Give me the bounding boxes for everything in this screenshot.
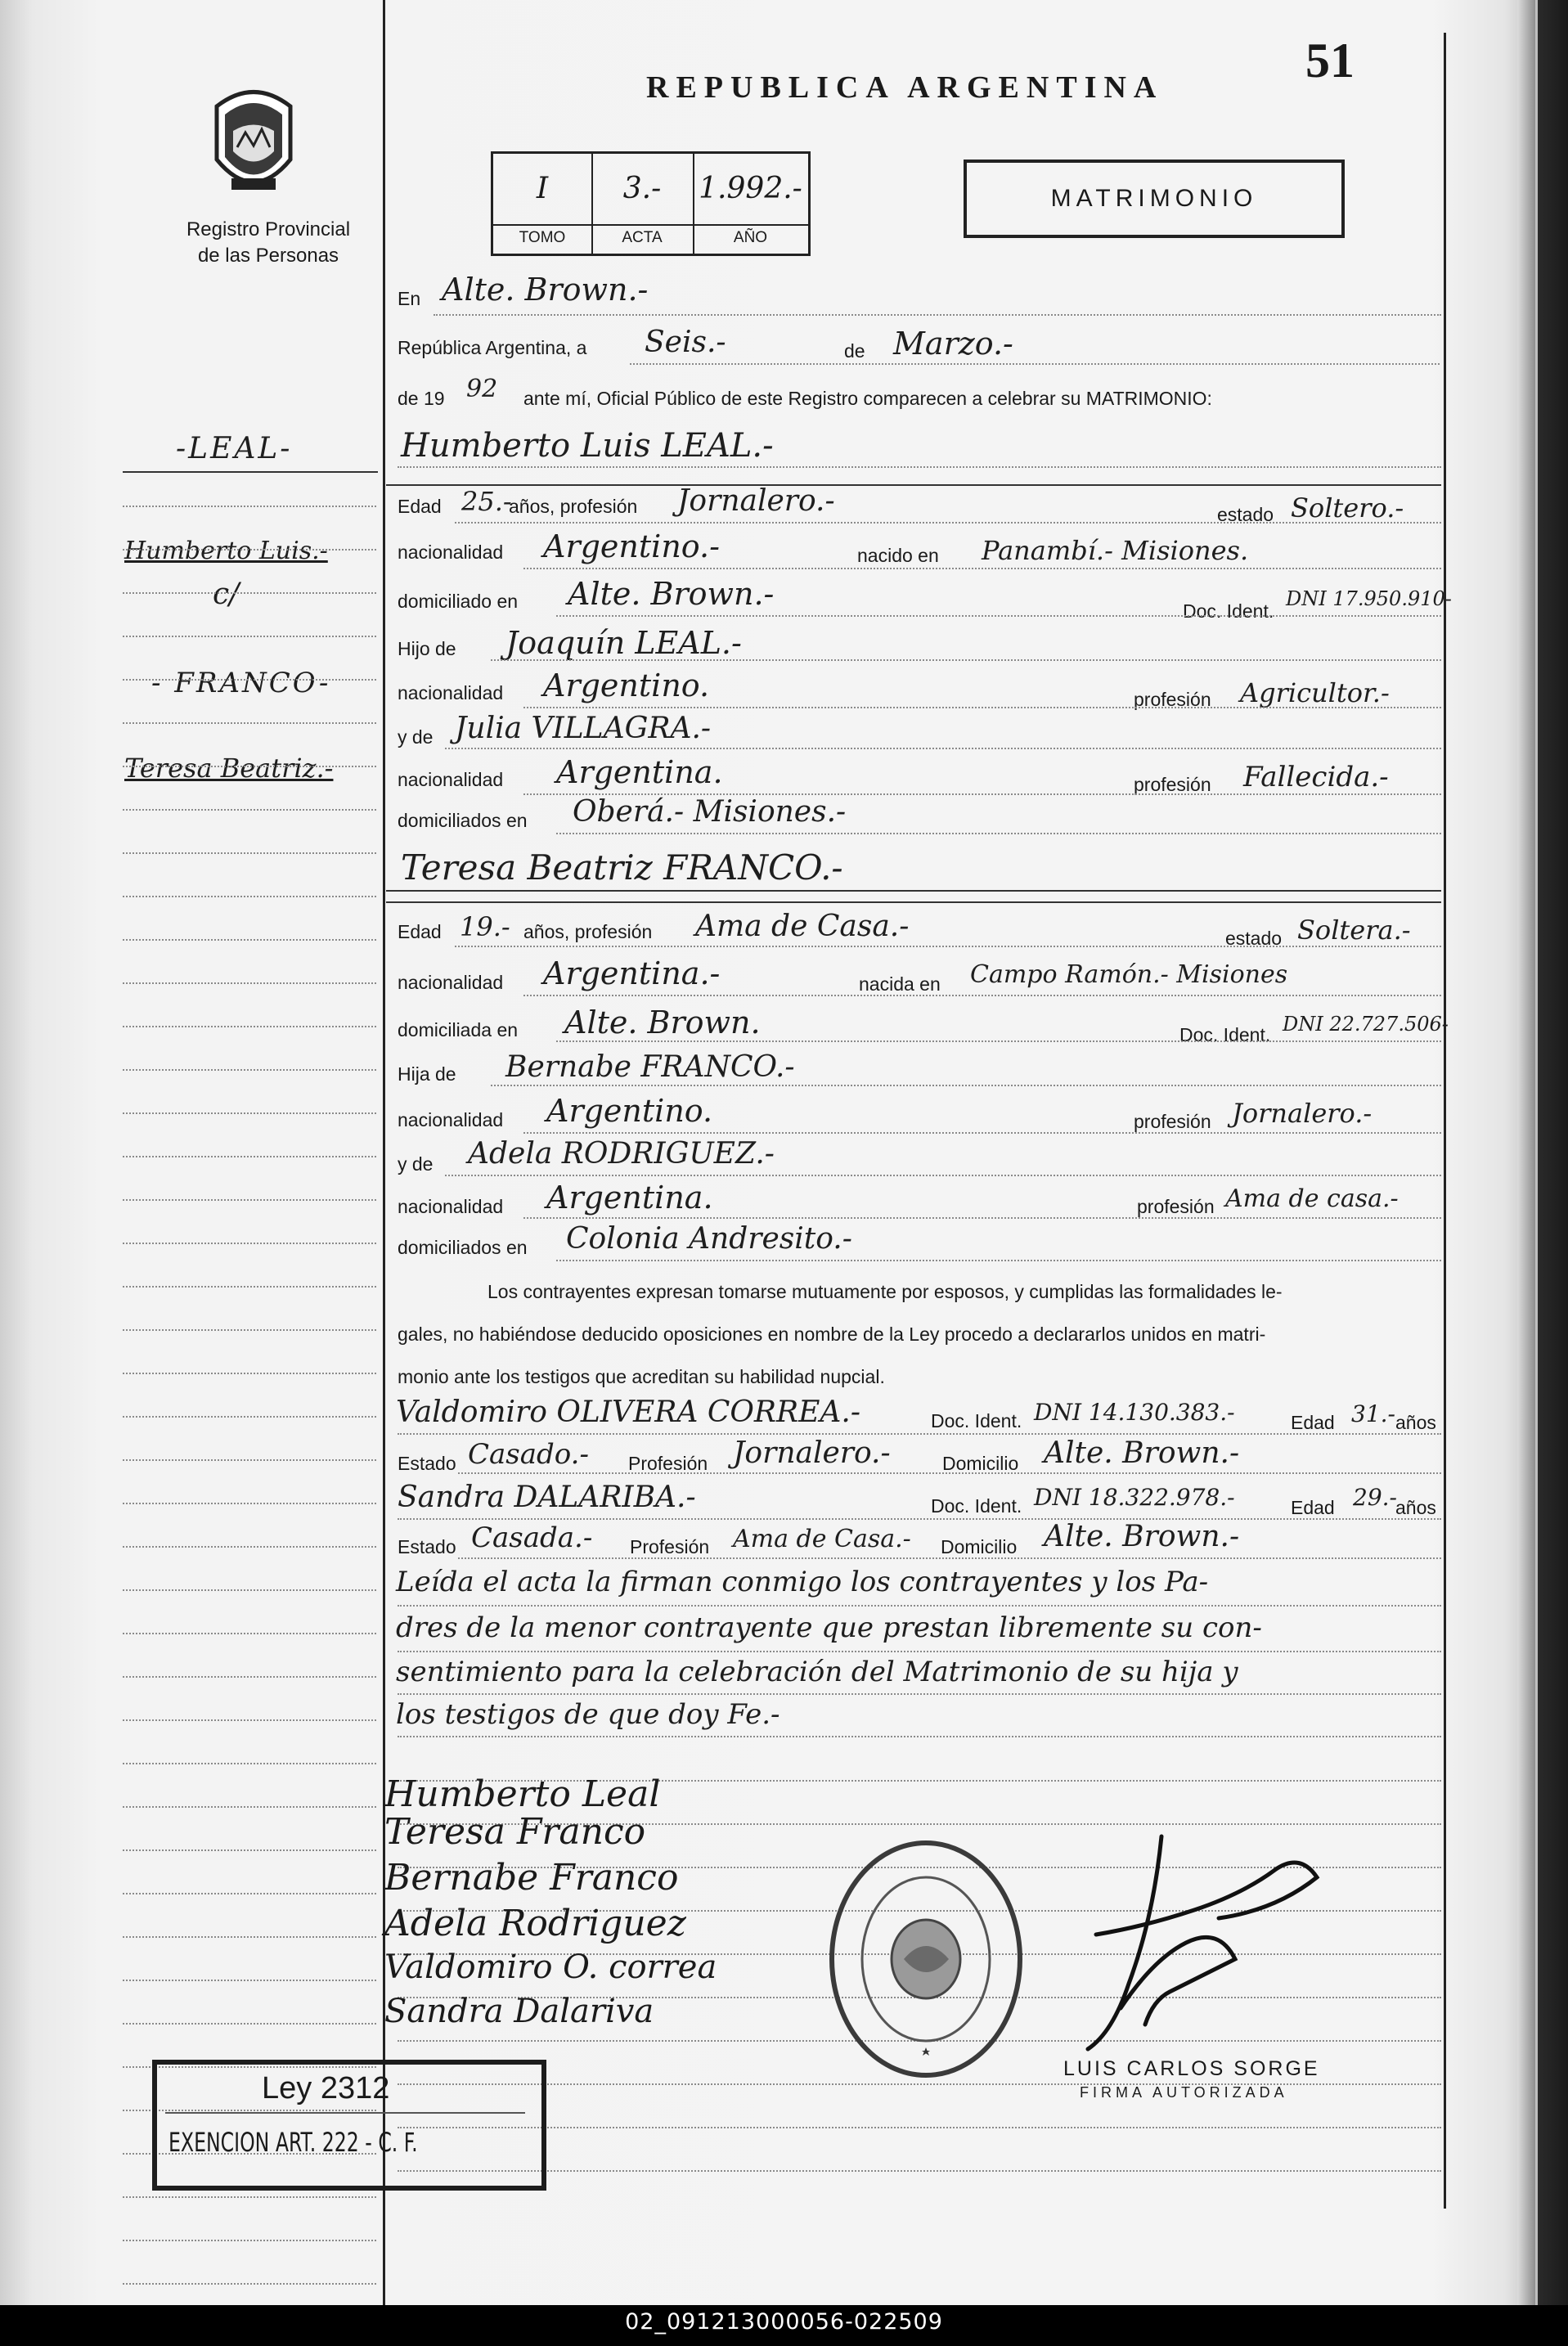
bride-top-rule: [386, 890, 1441, 892]
groom-profession: Jornalero.-: [677, 484, 835, 518]
groom-document: DNI 17.950.910-: [1286, 587, 1452, 610]
margin-guide-line: [123, 549, 376, 551]
label-father-profession: profesión: [1134, 689, 1211, 710]
label-doc-ident: Doc. Ident.: [1183, 600, 1274, 622]
lower-guide-line: [398, 2127, 1441, 2128]
bride-birthplace: Campo Ramón.- Misiones: [970, 960, 1288, 989]
closing-line-3: sentimiento para la celebración del Matrimonio de su hija y: [396, 1656, 1238, 1688]
margin-guide-line: [123, 679, 376, 681]
place-value: Alte. Brown.-: [442, 272, 649, 308]
registry-seal-icon: [826, 1836, 1027, 2082]
groom-nationality: Argentino.-: [543, 528, 720, 564]
groom-name-line: [398, 466, 1441, 468]
label-de: de: [844, 340, 865, 362]
groom-domicile-line: [556, 615, 1441, 617]
margin-guide-line: [123, 1069, 376, 1071]
margin-guide-line: [123, 592, 376, 594]
declaration-line-2: gales, no habiéndose deducido oposiciones en nombre de la Ley procedo a declararlos unidos en matri-: [398, 1324, 1266, 1345]
closing-line-2: dres de la menor contrayente que prestan libremente su con-: [396, 1611, 1262, 1644]
right-margin-rule: [1444, 33, 1446, 2209]
margin-guide-line: [123, 1286, 376, 1288]
groom-mother-nationality: Argentina.: [556, 754, 723, 790]
acta-cell: [591, 154, 694, 254]
officer-name: LUIS CARLOS SORGE: [1063, 2057, 1320, 2080]
label-w2-years: años: [1395, 1497, 1436, 1518]
margin-guide-line: [123, 896, 376, 897]
folio-number: 51: [1305, 34, 1355, 88]
groom-mother-line: [445, 748, 1441, 749]
margin-guide-line: [123, 1329, 376, 1331]
bride-top-rule-2: [386, 901, 1441, 903]
groom-parents-line: [556, 833, 1441, 834]
witness2-document: DNI 18.322.978.-: [1034, 1484, 1235, 1511]
label-domiciled: domiciliado en: [398, 591, 519, 612]
stamp-exemption: EXENCION ART. 222 - C. F.: [168, 2127, 418, 2158]
margin-surname-groom: -LEAL-: [176, 432, 293, 465]
margin-guide-line: [123, 1980, 376, 1981]
label-w2-status: Estado: [398, 1536, 456, 1557]
margin-surname-bride: - FRANCO-: [151, 667, 331, 699]
margin-rule: [123, 471, 378, 473]
signature-groom: Humberto Leal: [384, 1773, 661, 1815]
bride-mother-nationality: Argentina.: [546, 1180, 713, 1216]
margin-guide-line: [123, 1199, 376, 1201]
signature-witness1: Valdomiro O. correa: [384, 1948, 717, 1986]
bride-nationality: Argentina.-: [543, 955, 721, 991]
witness2-domicile: Alte. Brown.-: [1044, 1520, 1240, 1553]
registry-caption-line1: Registro Provincial: [186, 218, 351, 240]
label-bride-parents-domiciled: domiciliados en: [398, 1237, 528, 1258]
margin-guide-line: [123, 722, 376, 724]
witness2-name: Sandra DALARIBA.-: [398, 1481, 696, 1514]
registry-caption-line2: de las Personas: [197, 245, 339, 267]
registration-box: [491, 151, 811, 256]
margin-guide-line: [123, 982, 376, 984]
tomo-value: I: [536, 172, 549, 205]
closing-line-4: los testigos de que doy Fe.-: [396, 1698, 780, 1731]
label-age: Edad: [398, 496, 442, 517]
margin-guide-line: [123, 1676, 376, 1678]
groom-father-line: [491, 659, 1441, 661]
label-bride-mother-nat: nacionalidad: [398, 1196, 504, 1217]
margin-guide-line: [123, 1026, 376, 1027]
exemption-stamp: [152, 2060, 546, 2191]
witness1-document: DNI 14.130.383.-: [1034, 1399, 1235, 1426]
bride-mother-line: [445, 1175, 1441, 1176]
lower-guide-line: [398, 2170, 1441, 2172]
groom-birthplace: Panambí.- Misiones.: [982, 535, 1249, 566]
bride-nationality-line: [523, 995, 1441, 996]
label-w1-doc: Doc. Ident.: [931, 1410, 1022, 1431]
label-w1-status: Estado: [398, 1453, 456, 1474]
year-suffix: 92: [466, 375, 498, 403]
date-line: [630, 363, 1440, 365]
margin-guide-line: [123, 1112, 376, 1114]
bride-profession: Ama de Casa.-: [695, 910, 910, 943]
day-value: Seis.-: [645, 326, 726, 359]
witness1-domicile: Alte. Brown.-: [1044, 1436, 1240, 1470]
label-bride-father-prof: profesión: [1134, 1111, 1211, 1132]
witness2-profession: Ama de Casa.-: [733, 1525, 911, 1553]
witness2-age: 29.-: [1353, 1484, 1397, 1511]
margin-guide-line: [123, 506, 376, 507]
witness2-line: [398, 1518, 1441, 1520]
margin-guide-line: [123, 1849, 376, 1851]
label-bride-and-of: y de: [398, 1153, 434, 1175]
bride-father-profession: Jornalero.-: [1232, 1098, 1373, 1129]
record-type-box: MATRIMONIO: [964, 160, 1345, 238]
month-value: Marzo.-: [893, 326, 1013, 362]
bride-father-line: [491, 1085, 1441, 1086]
label-place: En: [398, 288, 421, 309]
label-republic: República Argentina, a: [398, 337, 587, 358]
ano-value: 1.992.-: [699, 172, 802, 205]
label-bride-age: Edad: [398, 921, 442, 942]
bride-parents-domicile: Colonia Andresito.-: [566, 1222, 852, 1256]
bride-mother-nat-line: [523, 1217, 1441, 1219]
margin-guide-line: [123, 809, 376, 811]
bride-mother-name: Adela RODRIGUEZ.-: [468, 1137, 775, 1171]
label-parents-domiciled: domiciliados en: [398, 810, 528, 831]
registry-caption: [146, 217, 391, 269]
label-bride-doc: Doc. Ident.: [1179, 1024, 1271, 1045]
label-bride-born: nacida en: [859, 973, 941, 995]
bride-age-line: [455, 946, 1441, 947]
label-mother-nationality: nacionalidad: [398, 769, 504, 790]
label-w1-years: años: [1395, 1412, 1436, 1433]
label-w2-age: Edad: [1291, 1497, 1335, 1518]
label-bride-marital: estado: [1225, 928, 1283, 949]
label-bride-nationality: nacionalidad: [398, 972, 504, 993]
label-daughter-of: Hija de: [398, 1063, 456, 1085]
groom-top-rule: [386, 484, 1441, 486]
groom-father-name: Joaquín LEAL.-: [505, 625, 742, 661]
groom-father-nat-line: [523, 707, 1441, 708]
groom-father-profession: Agricultor.-: [1240, 677, 1390, 708]
margin-guide-line: [123, 1633, 376, 1634]
margin-guide-line: [123, 1459, 376, 1461]
margin-guide-line: [123, 1936, 376, 1938]
label-bride-father-nat: nacionalidad: [398, 1109, 504, 1130]
margin-name-groom: Humberto Luis.-: [124, 537, 328, 565]
label-nationality: nacionalidad: [398, 542, 504, 563]
closing-rule-2: [398, 1651, 1441, 1652]
margin-guide-line: [123, 1243, 376, 1244]
margin-guide-line: [123, 2283, 376, 2285]
margin-guide-line: [123, 1416, 376, 1418]
bride-parents-line: [556, 1260, 1441, 1261]
bride-father-name: Bernabe FRANCO.-: [505, 1050, 795, 1084]
margin-guide-line: [123, 636, 376, 637]
label-bride-domiciled: domiciliada en: [398, 1019, 519, 1040]
officer-role: FIRMA AUTORIZADA: [1080, 2084, 1288, 2101]
witness1-line-2: [458, 1472, 1441, 1474]
witness1-status: Casado.-: [468, 1438, 589, 1471]
groom-parents-domicile: Oberá.- Misiones.-: [573, 795, 847, 829]
margin-guide-line: [123, 939, 376, 941]
margin-guide-line: [123, 1546, 376, 1548]
label-w1-prof: Profesión: [628, 1453, 708, 1474]
groom-marital-status: Soltero.-: [1291, 492, 1404, 524]
stamp-law: Ley 2312: [262, 2071, 390, 2106]
bride-marital-status: Soltera.-: [1297, 915, 1411, 946]
groom-mother-profession: Fallecida.-: [1243, 761, 1389, 793]
groom-domicile: Alte. Brown.-: [568, 576, 775, 612]
bride-mother-profession: Ama de casa.-: [1225, 1184, 1399, 1213]
acta-label: ACTA: [591, 224, 693, 247]
label-marital: estado: [1217, 504, 1274, 525]
stamp-rule: [165, 2112, 525, 2114]
margin-conjunction: c/: [213, 578, 240, 611]
label-born: nacido en: [857, 545, 939, 566]
declaration-line-1: Los contrayentes expresan tomarse mutuamente por esposos, y cumplidas las formalidades le-: [487, 1281, 1283, 1302]
declaration-line-3: monio ante los testigos que acreditan su habilidad nupcial.: [398, 1366, 885, 1387]
margin-guide-line: [123, 1893, 376, 1894]
groom-age-line: [455, 522, 1441, 524]
province-crest-icon: [200, 82, 307, 204]
bride-name: Teresa Beatriz FRANCO.-: [401, 847, 843, 888]
witness1-profession: Jornalero.-: [733, 1436, 891, 1470]
officer-signature-icon: [1031, 1820, 1358, 2065]
witness1-age: 31.-: [1351, 1400, 1395, 1427]
label-w2-doc: Doc. Ident.: [931, 1495, 1022, 1517]
label-father-nationality: nacionalidad: [398, 682, 504, 703]
margin-guide-line: [123, 1373, 376, 1374]
margin-guide-line: [123, 852, 376, 854]
label-appear: ante mí, Oficial Público de este Registro comparecen a celebrar su MATRIMONIO:: [523, 388, 1212, 409]
margin-guide-line: [123, 1589, 376, 1591]
label-w1-domicile: Domicilio: [942, 1453, 1019, 1474]
groom-name: Humberto Luis LEAL.-: [401, 427, 774, 465]
bride-document: DNI 22.727.506-: [1283, 1013, 1449, 1036]
witness2-line-2: [458, 1557, 1441, 1559]
closing-rule-3: [398, 1693, 1441, 1695]
signature-witness2: Sandra Dalariva: [384, 1993, 654, 2030]
signature-bride-mother: Adela Rodriguez: [384, 1903, 686, 1944]
groom-nationality-line: [523, 568, 1441, 569]
place-line: [434, 314, 1441, 316]
label-profession: años, profesión: [509, 496, 638, 517]
witness1-name: Valdomiro OLIVERA CORREA.-: [396, 1395, 860, 1429]
margin-guide-line: [123, 766, 376, 767]
bride-father-nat-line: [523, 1132, 1441, 1134]
margin-guide-line: [123, 2023, 376, 2025]
witness1-line: [398, 1433, 1441, 1435]
witness2-status: Casada.-: [471, 1521, 593, 1554]
closing-rule-4: [398, 1736, 1441, 1737]
groom-father-nationality: Argentino.: [543, 667, 710, 703]
margin-guide-line: [123, 1503, 376, 1504]
groom-age: 25.-: [461, 486, 512, 517]
closing-rule-1: [398, 1605, 1441, 1607]
tomo-cell: [493, 154, 593, 254]
ano-label: AÑO: [693, 224, 808, 247]
label-w2-prof: Profesión: [630, 1536, 710, 1557]
margin-guide-line: [123, 1763, 376, 1764]
ano-cell: [693, 154, 808, 254]
closing-line-1: Leída el acta la firman conmigo los contrayentes y los Pa-: [396, 1566, 1209, 1598]
bride-domicile: Alte. Brown.: [564, 1004, 761, 1040]
page-edge: [1517, 0, 1535, 2346]
tomo-label: TOMO: [493, 224, 591, 247]
label-bride-profession: años, profesión: [523, 921, 653, 942]
label-year-prefix: de 19: [398, 388, 445, 409]
acta-value: 3.-: [622, 172, 662, 205]
label-bride-mother-prof: profesión: [1137, 1196, 1215, 1217]
margin-guide-line: [123, 2196, 376, 2198]
signature-bride-father: Bernabe Franco: [384, 1857, 679, 1899]
margin-guide-line: [123, 2240, 376, 2241]
signature-bride: Teresa Franco: [384, 1811, 646, 1853]
margin-name-bride: Teresa Beatriz.-: [124, 753, 334, 784]
scan-file-id: 02_091213000056-022509: [625, 2309, 943, 2335]
margin-guide-line: [123, 1156, 376, 1157]
bride-father-nationality: Argentino.: [546, 1093, 713, 1129]
country-title: REPUBLICA ARGENTINA: [646, 70, 1164, 105]
groom-mother-name: Julia VILLAGRA.-: [455, 712, 712, 745]
margin-guide-line: [123, 1806, 376, 1808]
label-mother-profession: profesión: [1134, 774, 1211, 795]
bride-age: 19.-: [460, 911, 510, 942]
bride-domicile-line: [556, 1040, 1441, 1042]
label-w1-age: Edad: [1291, 1412, 1335, 1433]
label-w2-domicile: Domicilio: [941, 1536, 1018, 1557]
label-son-of: Hijo de: [398, 638, 456, 659]
label-and-of: y de: [398, 726, 434, 748]
margin-guide-line: [123, 1719, 376, 1721]
